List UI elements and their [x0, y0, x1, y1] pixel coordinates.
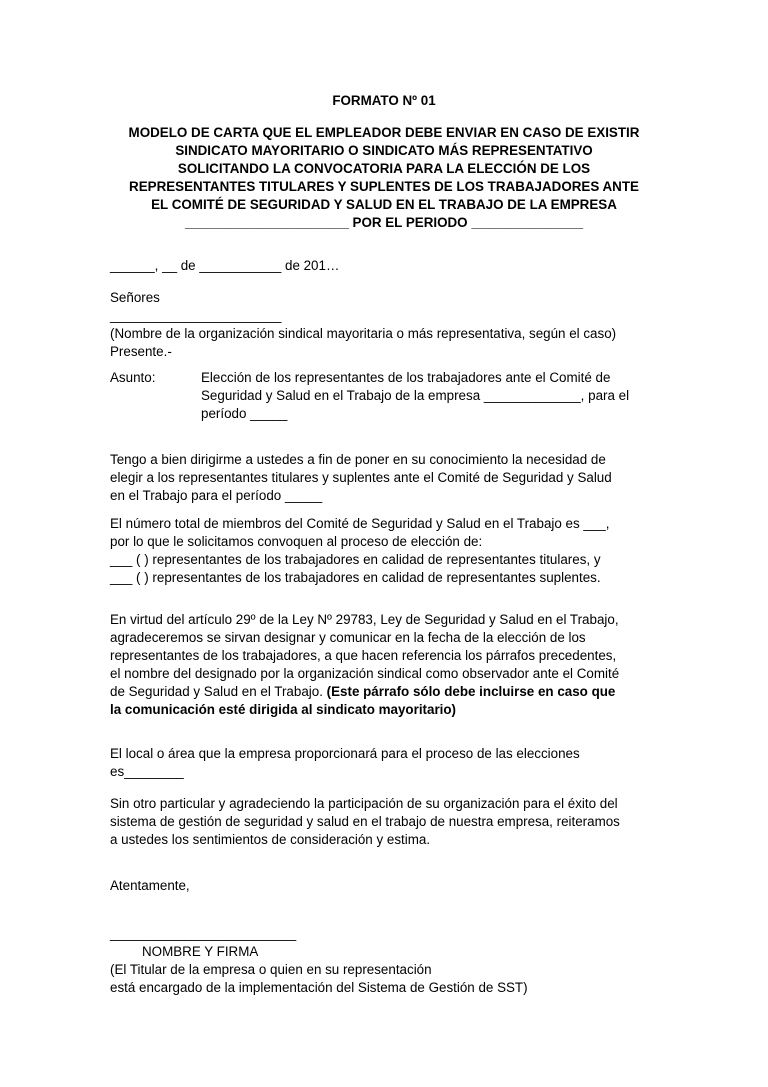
addressee-block — [110, 289, 658, 361]
paragraph-line: sistema de gestión de seguridad y salud en el trabajo de nuestra empresa, reiteramos — [110, 814, 620, 829]
paragraph-line: ___ ( ) representantes de los trabajadores en calidad de representantes suplentes. — [110, 570, 601, 585]
paragraph-law — [110, 611, 658, 719]
subject-line: Seguridad y Salud en el Trabajo de la empresa _____________, para el — [201, 388, 630, 403]
signature-block — [110, 925, 658, 997]
paragraph-location — [110, 745, 658, 781]
paragraph-line: a ustedes los sentimientos de consideración y estima. — [110, 832, 431, 847]
title-line: REPRESENTANTES TITULARES Y SUPLENTES DE LOS TRABAJADORES ANTE — [129, 179, 639, 194]
paragraph-text: de Seguridad y Salud en el Trabajo. — [110, 684, 327, 699]
paragraph-line: representantes de los trabajadores, a que hacen referencia los párrafos precedentes, — [110, 648, 617, 663]
addressee-blank: _______________________ — [110, 308, 282, 323]
paragraph-line: elegir a los representantes titulares y suplentes ante el Comité de Seguridad y Salud — [110, 470, 612, 485]
paragraph-line: El número total de miembros del Comité de Seguridad y Salud en el Trabajo es ___, — [110, 516, 610, 531]
date-line: ______, __ de ___________ de 201… — [110, 258, 340, 273]
signature-note: (El Titular de la empresa o quien en su representación — [110, 962, 432, 977]
organization-note: (Nombre de la organización sindical mayoritaria o más representativa, según el caso) — [110, 326, 617, 341]
paragraph-line: el nombre del designado por la organización sindical como observador ante el Comité — [110, 666, 620, 681]
paragraph-line: El local o área que la empresa proporcionará para el proceso de las elecciones — [110, 746, 580, 761]
atentamente: Atentamente, — [110, 878, 190, 893]
paragraph-members — [110, 515, 658, 587]
title-line: ______________________ POR EL PERIODO _______________ — [184, 215, 584, 230]
title-line: SINDICATO MAYORITARIO O SINDICATO MÁS REPRESENTATIVO — [175, 143, 593, 158]
salutation: Señores — [110, 290, 160, 305]
paragraph-note-bold: (Este párrafo sólo debe incluirse en caso que — [326, 684, 616, 699]
presente: Presente.- — [110, 344, 172, 359]
signature-line: _________________________ — [110, 926, 297, 941]
paragraph-note-bold: la comunicación esté dirigida al sindicato mayoritario) — [110, 702, 457, 717]
signature-name-label: NOMBRE Y FIRMA — [142, 944, 259, 959]
paragraph-line: ___ ( ) representantes de los trabajadores en calidad de representantes titulares, y — [110, 552, 601, 567]
format-label: FORMATO Nº 01 — [332, 93, 436, 108]
paragraph-line: es________ — [110, 764, 184, 779]
subject-line: Elección de los representantes de los trabajadores ante el Comité de — [201, 370, 611, 385]
paragraph-line: En virtud del artículo 29º de la Ley Nº 29783, Ley de Seguridad y Salud en el Trabajo, — [110, 612, 619, 627]
title-line: EL COMITÉ DE SEGURIDAD Y SALUD EN EL TRABAJO DE LA EMPRESA — [151, 197, 617, 212]
paragraph-line: agradeceremos se sirvan designar y comunicar en la fecha de la elección de los — [110, 630, 586, 645]
document-title — [110, 124, 658, 232]
paragraph-line — [110, 683, 658, 701]
subject-text — [201, 369, 658, 423]
paragraph-closing — [110, 795, 658, 849]
subject-line: período _____ — [201, 406, 288, 421]
paragraph-need — [110, 451, 658, 505]
paragraph-line: por lo que le solicitamos convoquen al proceso de elección de: — [110, 534, 483, 549]
signature-note: está encargado de la implementación del Sistema de Gestión de SST) — [110, 980, 528, 995]
paragraph-line: en el Trabajo para el período _____ — [110, 488, 323, 503]
paragraph-line: Tengo a bien dirigirme a ustedes a fin de poner en su conocimiento la necesidad de — [110, 452, 606, 467]
paragraph-line: Sin otro particular y agradeciendo la participación de su organización para el éxito del — [110, 796, 618, 811]
title-line: MODELO DE CARTA QUE EL EMPLEADOR DEBE ENVIAR EN CASO DE EXISTIR — [128, 125, 640, 140]
title-line: SOLICITANDO LA CONVOCATORIA PARA LA ELECCIÓN DE LOS — [177, 161, 591, 176]
subject-label: Asunto: — [110, 370, 156, 385]
